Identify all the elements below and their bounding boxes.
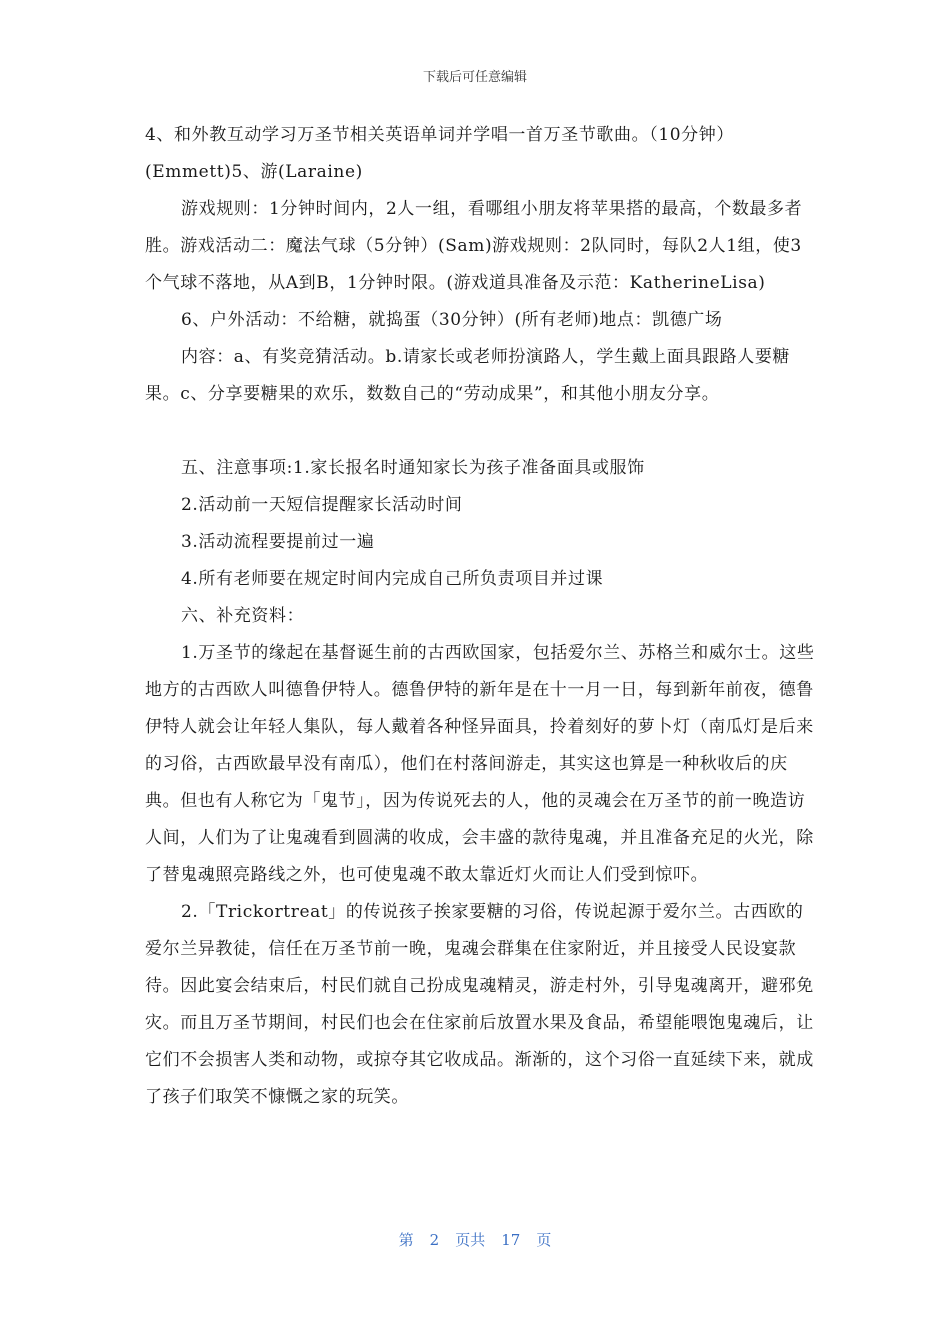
paragraph-gap <box>145 413 815 450</box>
document-body <box>145 117 815 1116</box>
paragraph-note-2: 2.活动前一天短信提醒家长活动时间 <box>181 495 463 515</box>
footer-page-number: 2 <box>429 1231 440 1249</box>
page-header: 下载后可任意编辑 <box>422 70 527 85</box>
paragraph-note-4: 4.所有老师要在规定时间内完成自己所负责项目并过课 <box>181 569 604 589</box>
paragraph-supplement-heading: 六、补充资料： <box>181 606 305 626</box>
paragraph-supplement-1: 1.万圣节的缘起在基督诞生前的古西欧国家，包括爱尔兰、苏格兰和威尔士。这些地方的古西欧人叫德鲁伊特人。德鲁伊特的新年是在十一月一日，每到新年前夜，德鲁伊特人就会让年轻人集队，每人戴着各种怪异面具，拎着刻好的萝卜灯（南瓜灯是后来的习俗，古西欧最早没有南瓜），他们在村落间游走，其实这也算是一种秋收后的庆典。但也有人称它为「鬼节」，因为传说死去的人，他的灵魂会在万圣节的前一晚造访人间，人们为了让鬼魂看到圆满的收成，会丰盛的款待鬼魂，并且准备充足的火光，除了替鬼魂照亮路线之外，也可使鬼魂不敢太靠近灯火而让人们受到惊吓。 <box>145 643 815 885</box>
paragraph-game-rules: 游戏规则：1分钟时间内，2人一组，看哪组小朋友将苹果搭的最高，个数最多者胜。游戏活动二：魔法气球（5分钟）(Sam)游戏规则：2队同时，每队2人1组，使3个气球不落地，从A到B，1分钟时限。(游戏道具准备及示范：KatherineLisa) <box>145 199 803 293</box>
paragraph-note-3: 3.活动流程要提前过一遍 <box>181 532 375 552</box>
paragraph-outdoor-activity: 6、户外活动：不给糖，就捣蛋（30分钟）(所有老师)地点：凯德广场 <box>181 310 723 330</box>
page-footer <box>0 1229 950 1250</box>
paragraph-activity-4: 4、和外教互动学习万圣节相关英语单词并学唱一首万圣节歌曲。（10分钟）(Emmett)5、游(Laraine) <box>145 125 734 182</box>
footer-prefix: 第 <box>398 1231 414 1249</box>
paragraph-notes-heading: 五、注意事项:1.家长报名时通知家长为孩子准备面具或服饰 <box>181 458 645 478</box>
footer-total-pages: 17 <box>501 1231 521 1249</box>
paragraph-content: 内容：a、有奖竞猜活动。b.请家长或老师扮演路人，学生戴上面具跟路人要糖果。c、分享要糖果的欢乐，数数自己的“劳动成果”，和其他小朋友分享。 <box>145 347 791 404</box>
paragraph-supplement-2: 2.「Trickortreat」的传说孩子挨家要糖的习俗，传说起源于爱尔兰。古西欧的爱尔兰异教徒，信任在万圣节前一晚，鬼魂会群集在住家附近，并且接受人民设宴款待。因此宴会结束后，村民们就自己扮成鬼魂精灵，游走村外，引导鬼魂离开，避邪免灾。而且万圣节期间，村民们也会在住家前后放置水果及食品，希望能喂饱鬼魂后，让它们不会损害人类和动物，或掠夺其它收成品。渐渐的，这个习俗一直延续下来，就成了孩子们取笑不慷慨之家的玩笑。 <box>145 902 814 1107</box>
footer-middle: 页共 <box>455 1231 486 1249</box>
footer-suffix: 页 <box>536 1231 552 1249</box>
